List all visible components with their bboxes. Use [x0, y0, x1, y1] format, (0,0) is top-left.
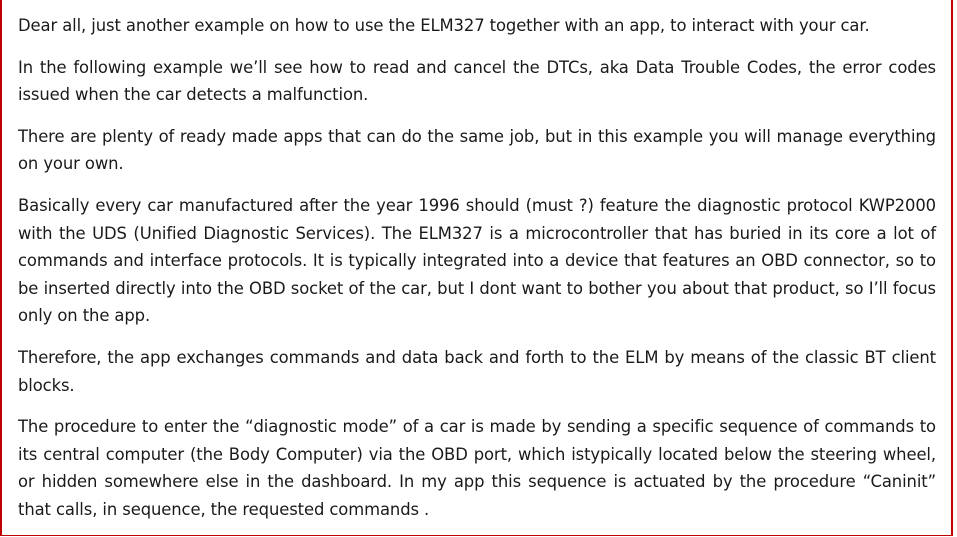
paragraph-diagnostic-mode: The procedure to enter the “diagnostic mode” of a car is made by sending a specific sequence of commands to its central computer (the Body Computer) via the OBD port, which istypically located below the steering wheel, or hidden somewhere else in the dashboard. In my app this sequence is actuated by the procedure “Caninit” that calls, in sequence, the requested commands . — [18, 417, 936, 519]
paragraph-intro: Dear all, just another example on how to use the ELM327 together with an app, to interact with your car. — [18, 16, 870, 35]
document-body — [18, 12, 936, 524]
paragraph-dtc: In the following example we’ll see how to read and cancel the DTCs, aka Data Trouble Codes, the error codes issued when the car detects a malfunction. — [18, 57, 936, 105]
paragraph-bt-client: Therefore, the app exchanges commands and data back and forth to the ELM by means of the classic BT client blocks. — [18, 347, 936, 395]
paragraph-ready-made-apps: There are plenty of ready made apps that can do the same job, but in this example you will manage everything on your own. — [18, 126, 936, 174]
paragraph-protocol: Basically every car manufactured after the year 1996 should (must ?) feature the diagnostic protocol KWP2000 with the UDS (Unified Diagnostic Services). The ELM327 is a microcontroller that has buried in its core a lot of commands and interface protocols. It is typically integrated into a device that features an OBD connector, so to be inserted directly into the OBD socket of the car, but I dont want to bother you about that product, so I’ll focus only on the app. — [18, 195, 936, 326]
